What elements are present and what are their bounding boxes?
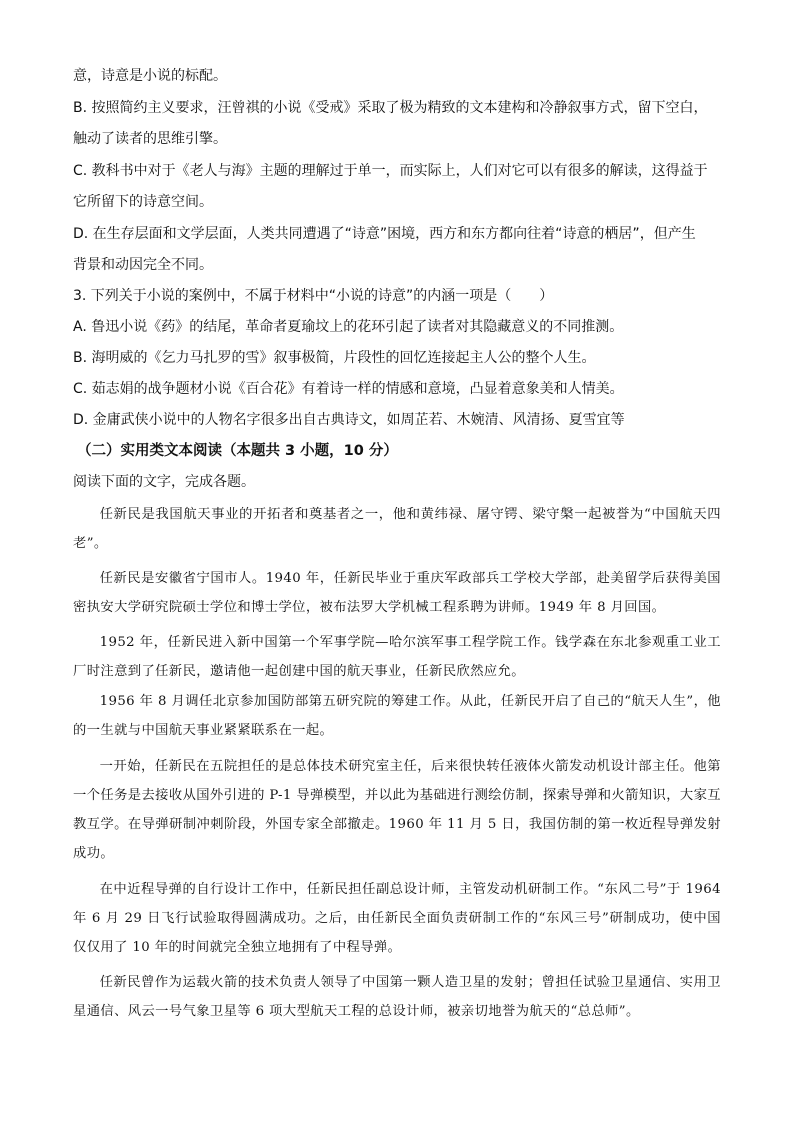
option-c-line-1: C. 教科书中对于《老人与海》主题的理解过于单一，而实际上，人们对它可以有很多的解读，这得益于 <box>73 163 708 179</box>
question-3-option-c: C. 茹志娟的战争题材小说《百合花》有着诗一样的情感和意境，凸显着意象美和人情美。 <box>73 381 624 397</box>
question-3-option-d: D. 金庸武侠小说中的人物名字很多出自古典诗文，如周芷若、木婉清、风清扬、夏雪宜等 <box>73 412 625 428</box>
question-3-stem: 3. 下列关于小说的案例中，不属于材料中“小说的诗意”的内涵一项是（ ） <box>73 288 554 304</box>
passage-paragraph-5: 一开始，任新民在五院担任的是总体技术研究室主任，后来很快转任液体火箭发动机设计部主任。他第一个任务是去接收从国外引进的 P-1 导弹模型，并以此为基础进行测绘仿制，探索导弹和火箭知识，大家互教互学。在导弹研制冲刺阶段，外国专家全部撤走。1960 年 11 月 5 日，我国仿制的第一枚近程导弹发射成功。 <box>73 759 721 861</box>
passage-paragraph-1: 任新民是我国航天事业的开拓者和奠基者之一，他和黄纬禄、屠守锷、梁守槃一起被誉为“中国航天四老”。 <box>73 507 721 551</box>
passage-paragraph-3: 1952 年，任新民进入新中国第一个军事学院—哈尔滨军事工程学院工作。钱学森在东北参观重工业工厂时注意到了任新民，邀请他一起创建中国的航天事业，任新民欣然应允。 <box>73 635 721 679</box>
option-c-line-2: 它所留下的诗意空间。 <box>73 194 213 210</box>
question-3-option-b: B. 海明威的《乞力马扎罗的雪》叙事极简，片段性的回忆连接起主人公的整个人生。 <box>73 350 596 366</box>
section-heading: （二）实用类文本阅读（本题共 3 小题，10 分） <box>77 443 398 459</box>
passage-paragraph-7: 任新民曾作为运载火箭的技术负责人领导了中国第一颗人造卫星的发射；曾担任试验卫星通信、实用卫星通信、风云一号气象卫星等 6 项大型航天工程的总设计师，被亲切地誉为航天的“总总师”。 <box>73 975 721 1019</box>
option-d-line-1: D. 在生存层面和文学层面，人类共同遭遇了“诗意”困境，西方和东方都向往着“诗意的栖居”，但产生 <box>73 226 696 242</box>
passage-paragraph-2: 任新民是安徽省宁国市人。1940 年，任新民毕业于重庆军政部兵工学校大学部，赴美留学后获得美国密执安大学研究院硕士学位和博士学位，被布法罗大学机械工程系聘为讲师。1949 年 8 月回国。 <box>73 571 721 615</box>
option-d-line-2: 背景和动因完全不同。 <box>73 257 213 273</box>
passage-paragraph-4: 1956 年 8 月调任北京参加国防部第五研究院的筹建工作。从此，任新民开启了自己的“航天人生”，他的一生就与中国航天事业紧紧联系在一起。 <box>73 694 721 738</box>
option-c-continuation: 意，诗意是小说的标配。 <box>73 68 227 84</box>
option-b-line-2: 触动了读者的思维引擎。 <box>73 131 227 147</box>
passage-paragraph-6: 在中近程导弹的自行设计工作中，任新民担任副总设计师，主管发动机研制工作。“东风二号”于 1964 年 6 月 29 日飞行试验取得圆满成功。之后，由任新民全面负责研制工作的“东风三号”研制成功，使中国仅仅用了 10 年的时间就完全独立地拥有了中程导弹。 <box>73 882 721 955</box>
option-b-line-1: B. 按照简约主义要求，汪曾祺的小说《受戒》采取了极为精致的文本建构和冷静叙事方式，留下空白， <box>73 100 708 116</box>
question-3-option-a: A. 鲁迅小说《药》的结尾，革命者夏瑜坟上的花环引起了读者对其隐藏意义的不同推测。 <box>73 319 624 335</box>
reading-instruction: 阅读下面的文字，完成各题。 <box>73 474 255 490</box>
